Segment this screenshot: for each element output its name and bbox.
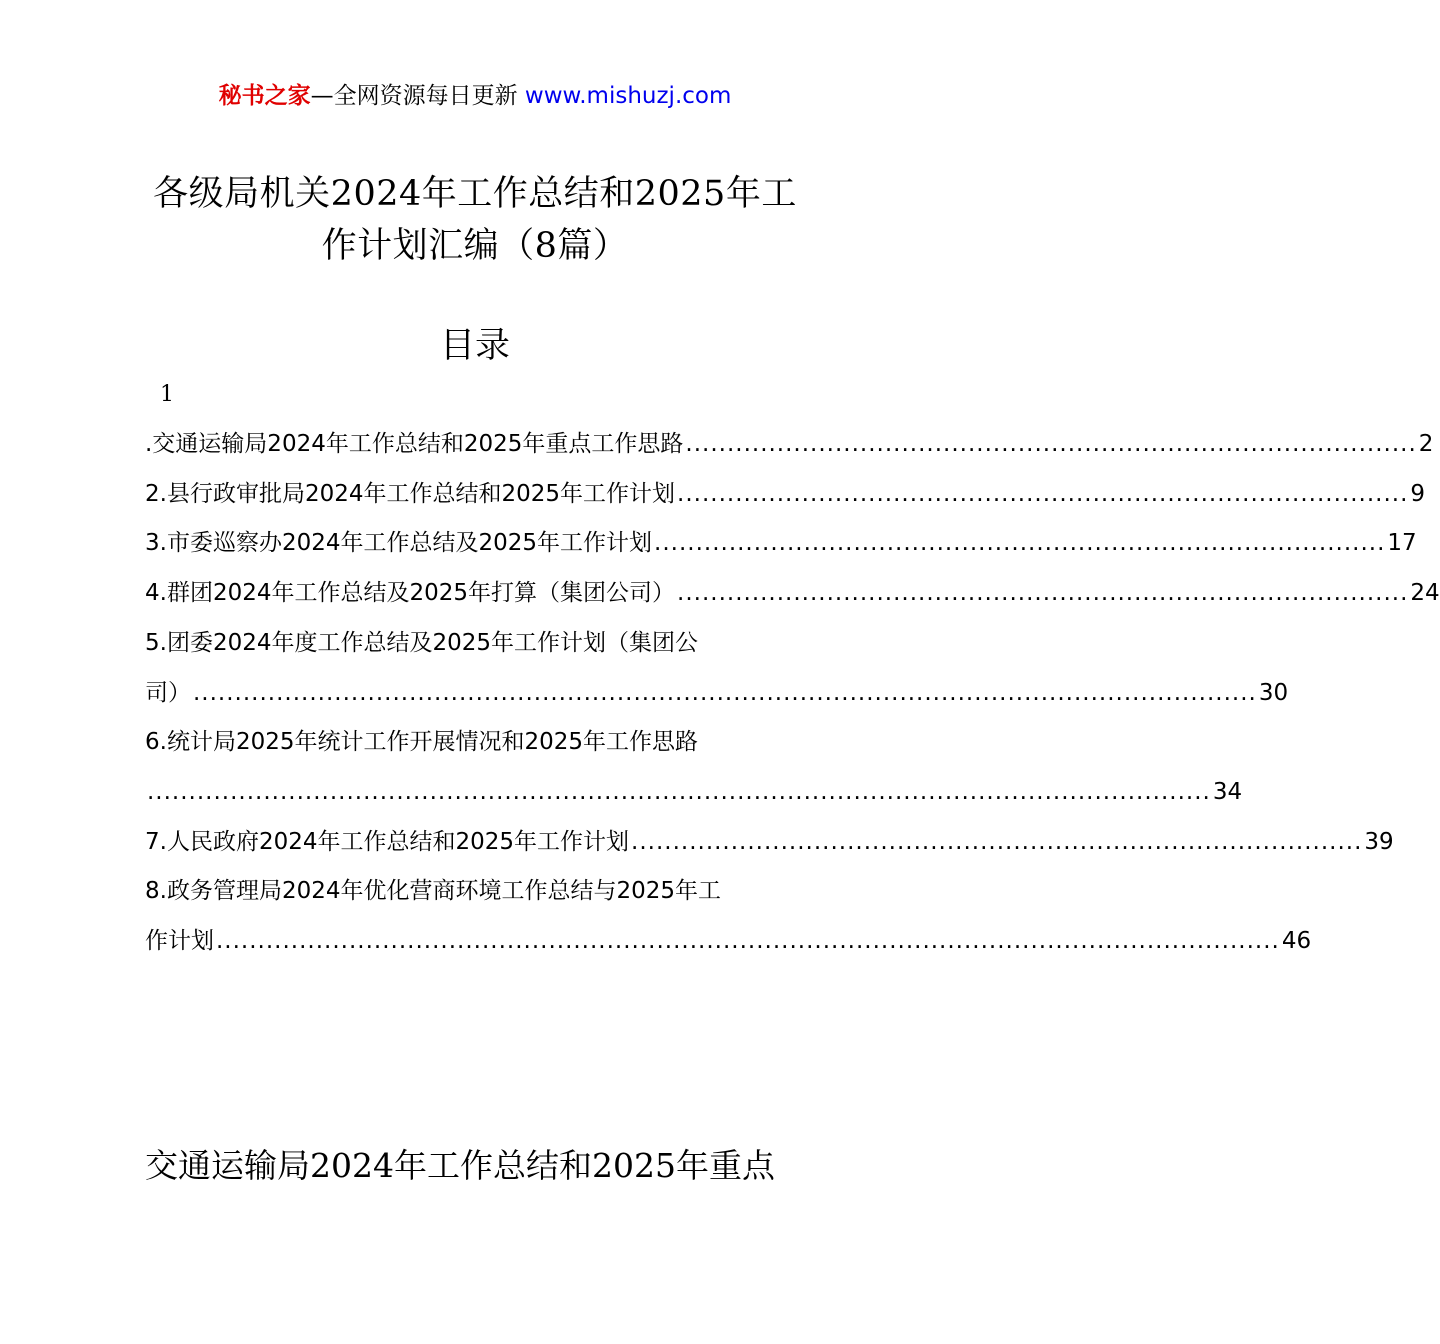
brand-name: 秘书之家 [218, 83, 311, 109]
toc-item[interactable] [145, 569, 1440, 619]
toc-item[interactable] [145, 718, 1243, 817]
header-tagline: —全网资源每日更新 [310, 83, 518, 109]
toc-item-label-line1: 8.政务管理局2024年优化营商环境工作总结与2025年工 [145, 878, 722, 905]
table-of-contents [145, 420, 1440, 967]
toc-item-label: 4.群团2024年工作总结及2025年打算（集团公司） [145, 580, 676, 607]
toc-item-label-line1: 5.团委2024年度工作总结及2025年工作计划（集团公 [145, 629, 699, 656]
toc-item-page: 17 [1387, 530, 1417, 557]
toc-item-page: 30 [1258, 679, 1289, 706]
toc-item-label-line1: 6.统计局2025年统计工作开展情况和2025年工作思路 [145, 729, 699, 756]
toc-leader-dots: ........................................................................................ [677, 480, 1409, 507]
toc-item-page: 24 [1410, 580, 1440, 607]
toc-item-label: 作计划 [145, 928, 214, 955]
toc-item[interactable] [145, 867, 1312, 966]
toc-leader-dots: ................................................................................................................................ [147, 778, 1211, 805]
toc-leader-dots: ........................................................................................ [654, 530, 1386, 557]
toc-item[interactable] [145, 818, 1394, 868]
site-header [0, 80, 950, 112]
toc-leader-dots: ........................................................................................ [631, 828, 1363, 855]
toc-item-label: 司） [145, 679, 191, 706]
document-title: 各级局机关2024年工作总结和2025年工作计划汇编（8篇） [153, 174, 797, 266]
toc-leader-dots: ........................................................................................ [677, 580, 1409, 607]
toc-item-label: 7.人民政府2024年工作总结和2025年工作计划 [145, 828, 630, 855]
toc-item[interactable] [145, 420, 1434, 470]
toc-item-page: 2 [1418, 431, 1434, 457]
toc-leader-dots: ........................................................................................ [685, 431, 1417, 457]
toc-leader-dots: ................................................................................................................................ [216, 928, 1280, 955]
toc-number: 1 [160, 382, 174, 407]
section-title: 交通运输局2024年工作总结和2025年重点 [145, 1146, 775, 1185]
toc-item[interactable] [145, 470, 1426, 520]
toc-heading: 目录 [439, 326, 510, 366]
toc-item-page: 34 [1212, 778, 1243, 805]
toc-item[interactable] [145, 619, 1289, 718]
toc-item-page: 9 [1410, 480, 1426, 507]
toc-item-label: .交通运输局2024年工作总结和2025年重点工作思路 [145, 431, 684, 457]
toc-item-label: 2.县行政审批局2024年工作总结和2025年工作计划 [145, 480, 676, 507]
toc-item-page: 39 [1364, 828, 1394, 855]
site-url-link[interactable]: www.mishuzj.com [524, 83, 732, 109]
toc-leader-dots: ................................................................................................................................ [193, 679, 1257, 706]
toc-item-label: 3.市委巡察办2024年工作总结及2025年工作计划 [145, 530, 653, 557]
toc-item-page: 46 [1281, 928, 1312, 955]
toc-item[interactable] [145, 519, 1417, 569]
